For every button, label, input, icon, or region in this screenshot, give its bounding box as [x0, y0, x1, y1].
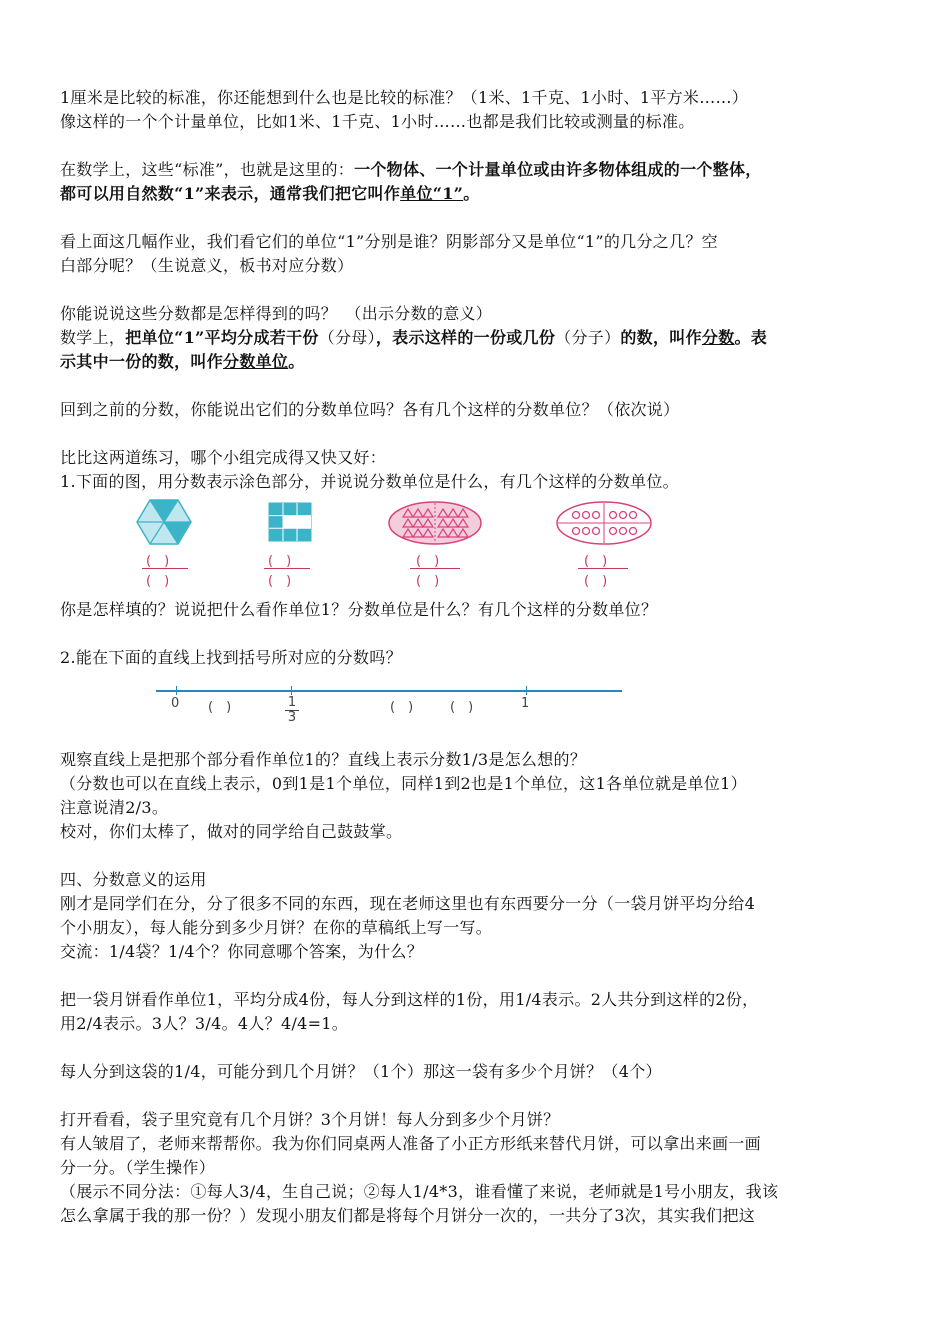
- exercise-1-figures: [60, 498, 900, 594]
- bold-span: 。表: [734, 328, 768, 347]
- paragraph-19b: 用2/4表示。3人？3/4。4人？4/4=1。: [60, 1014, 349, 1033]
- paragraph-4b: 白部分呢？（生说意义，板书对应分数）: [60, 256, 354, 275]
- paren-blank-3: ( ): [450, 700, 474, 715]
- paragraph-5: 你能说说这些分数都是怎样得到的吗？ （出示分数的意义）: [60, 304, 493, 323]
- text-span: 在数学上，这些“标准”，也就是这里的：: [60, 160, 355, 179]
- circle-ellipse-shape: [556, 500, 652, 546]
- underlined-term-fraction-unit: 分数单位: [223, 352, 289, 371]
- paren-blank-2: ( ): [390, 700, 414, 715]
- bold-span: 的数，叫作: [620, 328, 702, 347]
- paragraph-unit-one: [60, 158, 900, 182]
- text-span: （分子）: [555, 328, 621, 347]
- paragraph-8: 比比这两道练习，哪个小组完成得又快又好：: [60, 448, 387, 467]
- numerator-paren: ( ): [146, 554, 170, 569]
- paragraph-2: 像这样的一个个计量单位，比如1米、1千克、1小时……也都是我们比较或测量的标准。: [60, 112, 695, 131]
- paragraph-18: 交流：1/4袋？1/4个？你同意哪个答案，为什么？: [60, 942, 424, 961]
- triangle-ellipse-shape: [388, 500, 482, 546]
- section-heading-4: 四、分数意义的运用: [60, 870, 207, 889]
- triangle-ellipse-figure: [388, 500, 482, 550]
- grid-shape: [268, 502, 312, 542]
- underlined-term-unit-one: 单位“1”: [400, 184, 464, 203]
- denominator-paren: ( ): [416, 574, 440, 589]
- numerator-paren: ( ): [584, 554, 608, 569]
- paren-blank-1: ( ): [208, 700, 232, 715]
- paragraph-12: 观察直线上是把那个部分看作单位1的？直线上表示分数1/3是怎么想的？: [60, 750, 587, 769]
- label-one-third: [285, 696, 299, 725]
- exercise-1-prompt: 1.下面的图，用分数表示涂色部分，并说说分数单位是什么，有几个这样的分数单位。: [60, 472, 679, 491]
- paragraph-19a: 把一袋月饼看作单位1，平均分成4份，每人分到这样的1份，用1/4表示。2人共分到这样的2份，: [60, 990, 759, 1009]
- label-one: 1: [521, 696, 530, 711]
- paragraph-1: 1厘米是比较的标准，你还能想到什么也是比较的标准？（1米、1千克、1小时、1平方米……）: [60, 88, 749, 107]
- paragraph-23b: 怎么拿属于我的那一份？）发现小朋友们都是将每个月饼分一次的，一共分了3次，其实我们把这: [60, 1206, 756, 1225]
- bold-span: ，表示这样的一份或几份: [375, 328, 556, 347]
- circle-ellipse-figure: [556, 500, 652, 550]
- exercise-2-prompt: 2.能在下面的直线上找到括号所对应的分数吗？: [60, 648, 402, 667]
- label-zero: 0: [171, 696, 180, 711]
- paragraph-23a: （展示不同分法：①每人3/4，生自己说；②每人1/4*3，谁看懂了来说，老师就是1号小朋友，我该: [60, 1182, 779, 1201]
- paragraph-15: 校对，你们太棒了，做对的同学给自己鼓鼓掌。: [60, 822, 403, 841]
- bold-span: 把单位“1”平均分成若干份: [125, 328, 319, 347]
- hexagon-figure: [136, 498, 192, 550]
- paragraph-13: （分数也可以在直线上表示，0到1是1个单位，同样1到2也是1个单位，这1各单位就是单位1）: [60, 774, 747, 793]
- fraction-bar: [142, 568, 188, 569]
- paragraph-17a: 刚才是同学们在分，分了很多不同的东西，现在老师这里也有东西要分一分（一袋月饼平均分给4: [60, 894, 756, 913]
- paragraph-20: 每人分到这袋的1/4，可能分到几个月饼？（1个）那这一袋有多少个月饼？（4个）: [60, 1062, 662, 1081]
- paragraph-10: 你是怎样填的？说说把什么看作单位1？分数单位是什么？有几个这样的分数单位？: [60, 600, 658, 619]
- denominator-paren: ( ): [268, 574, 292, 589]
- number-line-figure: [60, 676, 900, 744]
- paragraph-unit-one-cont: [60, 182, 900, 206]
- tick-zero: [176, 686, 177, 695]
- paragraph-fraction-unit: [60, 350, 900, 374]
- fraction-denominator: 3: [287, 710, 297, 725]
- grid-figure: [268, 502, 312, 546]
- paragraph-22a: 有人皱眉了，老师来帮帮你。我为你们同桌两人准备了小正方形纸来替代月饼，可以拿出来画一画: [60, 1134, 761, 1153]
- numerator-paren: ( ): [416, 554, 440, 569]
- paragraph-14: 注意说清2/3。: [60, 798, 169, 817]
- paragraph-21: 打开看看，袋子里究竟有几个月饼？3个月饼！每人分到多少个月饼？: [60, 1110, 560, 1129]
- paragraph-22b: 分一分。（学生操作）: [60, 1158, 216, 1177]
- fraction-bar: [578, 568, 628, 569]
- tick-one: [526, 686, 527, 695]
- document-page: [60, 86, 900, 1228]
- denominator-paren: ( ): [146, 574, 170, 589]
- number-line: [156, 690, 622, 692]
- bold-definition: 一个物体、一个计量单位或由许多物体组成的一个整体，: [354, 160, 762, 179]
- numerator-paren: ( ): [268, 554, 292, 569]
- underlined-term-fraction: 分数: [701, 328, 735, 347]
- paragraph-7: 回到之前的分数，你能说出它们的分数单位吗？各有几个这样的分数单位？（依次说）: [60, 400, 680, 419]
- text-span: （分母）: [318, 328, 376, 347]
- hexagon-shape: [136, 498, 192, 546]
- fraction-bar: [264, 568, 310, 569]
- tick-one-third: [291, 686, 292, 695]
- text-span: 数学上，: [60, 328, 126, 347]
- denominator-paren: ( ): [584, 574, 608, 589]
- text-span: 。: [288, 352, 305, 371]
- paragraph-fraction-definition: [60, 326, 900, 350]
- paragraph-4a: 看上面这几幅作业，我们看它们的单位“1”分别是谁？阴影部分又是单位“1”的几分之几？空: [60, 232, 718, 251]
- fraction-bar: [410, 568, 460, 569]
- fraction-numerator: 1: [287, 695, 297, 710]
- text-span: 。: [463, 184, 480, 203]
- text-span: 都可以用自然数“1”来表示，通常我们把它叫作: [60, 184, 401, 203]
- paragraph-17b: 个小朋友），每人能分到多少月饼？在你的草稿纸上写一写。: [60, 918, 493, 937]
- text-span: 示其中一份的数，叫作: [60, 352, 224, 371]
